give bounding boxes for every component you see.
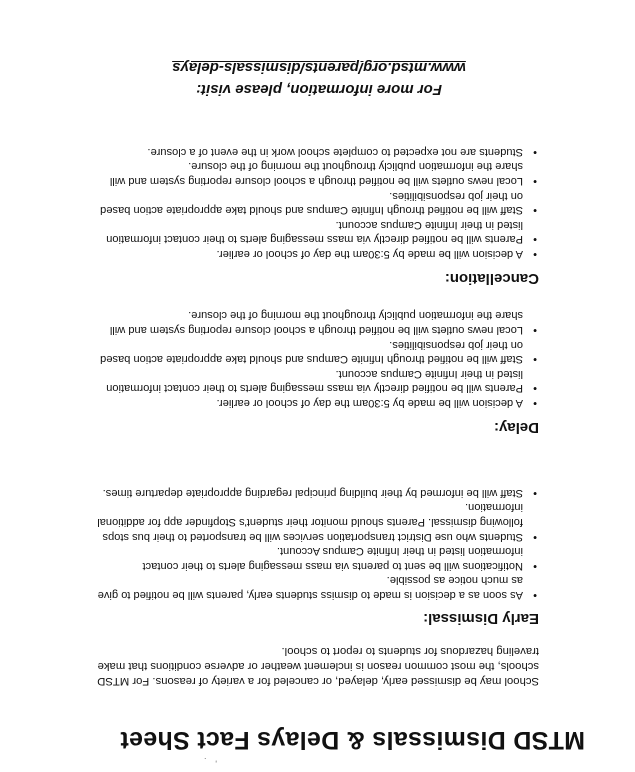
- early-dismissal-heading: Early Dismissal:: [423, 610, 539, 627]
- delay-list: [91, 308, 539, 410]
- early-dismissal-list: [91, 485, 539, 602]
- list-item: • Staff will be informed by their building principal regarding appropriate departure times.: [91, 485, 539, 500]
- page-title: MTSD Dismissals & Delays Fact Sheet: [120, 726, 585, 754]
- list-item: • Students are not expected to complete school work in the event of a closure.: [91, 144, 539, 159]
- info-link[interactable]: www.mtsd.org/parents/dismissals-delays: [172, 59, 466, 76]
- list-item: • A decision will be made by 5:30am the day of school or earlier.: [91, 395, 539, 410]
- list-item: • Students who use District transportation services will be transported to their bus stops following dismissal. Parents should monitor their student's Stopfinder app for additional information.: [91, 500, 539, 544]
- list-item: • Local news outlets will be notified through a school closure reporting system and will share the information publicly throughout the morning of the closure.: [91, 308, 539, 337]
- scan-artifact: ' ·: [200, 754, 217, 764]
- list-item: • Staff will be notified through Infinite Campus and should take appropriate action based on their job responsibilities.: [91, 337, 539, 366]
- list-item: • A decision will be made by 5:30am the day of school or earlier.: [91, 246, 539, 261]
- more-info-text: For more information, please visit:: [196, 81, 442, 98]
- list-item: • Parents will be notified directly via mass messaging alerts to their contact information listed in their Infinite Campus account.: [91, 217, 539, 246]
- delay-heading: Delay:: [493, 419, 539, 436]
- list-item: • Notifications will be sent to parents via mass messaging alerts to their contact information listed in their Infinite Campus Account.: [91, 544, 539, 573]
- intro-paragraph: School may be dismissed early, delayed, or canceled for a variety of reasons. For MTSD schools, the most common reason is inclement weather or adverse conditions that make traveling hazardous for students to report to school.: [97, 645, 539, 687]
- list-item: • Local news outlets will be notified through a school closure reporting system and will share the information publicly throughout the morning of the closure.: [91, 159, 539, 188]
- cancellation-heading: Cancellation:: [444, 270, 539, 287]
- cancellation-list: [91, 144, 539, 261]
- list-item: • As soon as a decision is made to dismiss students early, parents will be notified to give as much notice as possible.: [91, 573, 539, 602]
- list-item: • Staff will be notified through Infinite Campus and should take appropriate action based on their job responsibilities.: [91, 188, 539, 217]
- list-item: • Parents will be notified directly via mass messaging alerts to their contact information listed in their Infinite Campus account.: [91, 366, 539, 395]
